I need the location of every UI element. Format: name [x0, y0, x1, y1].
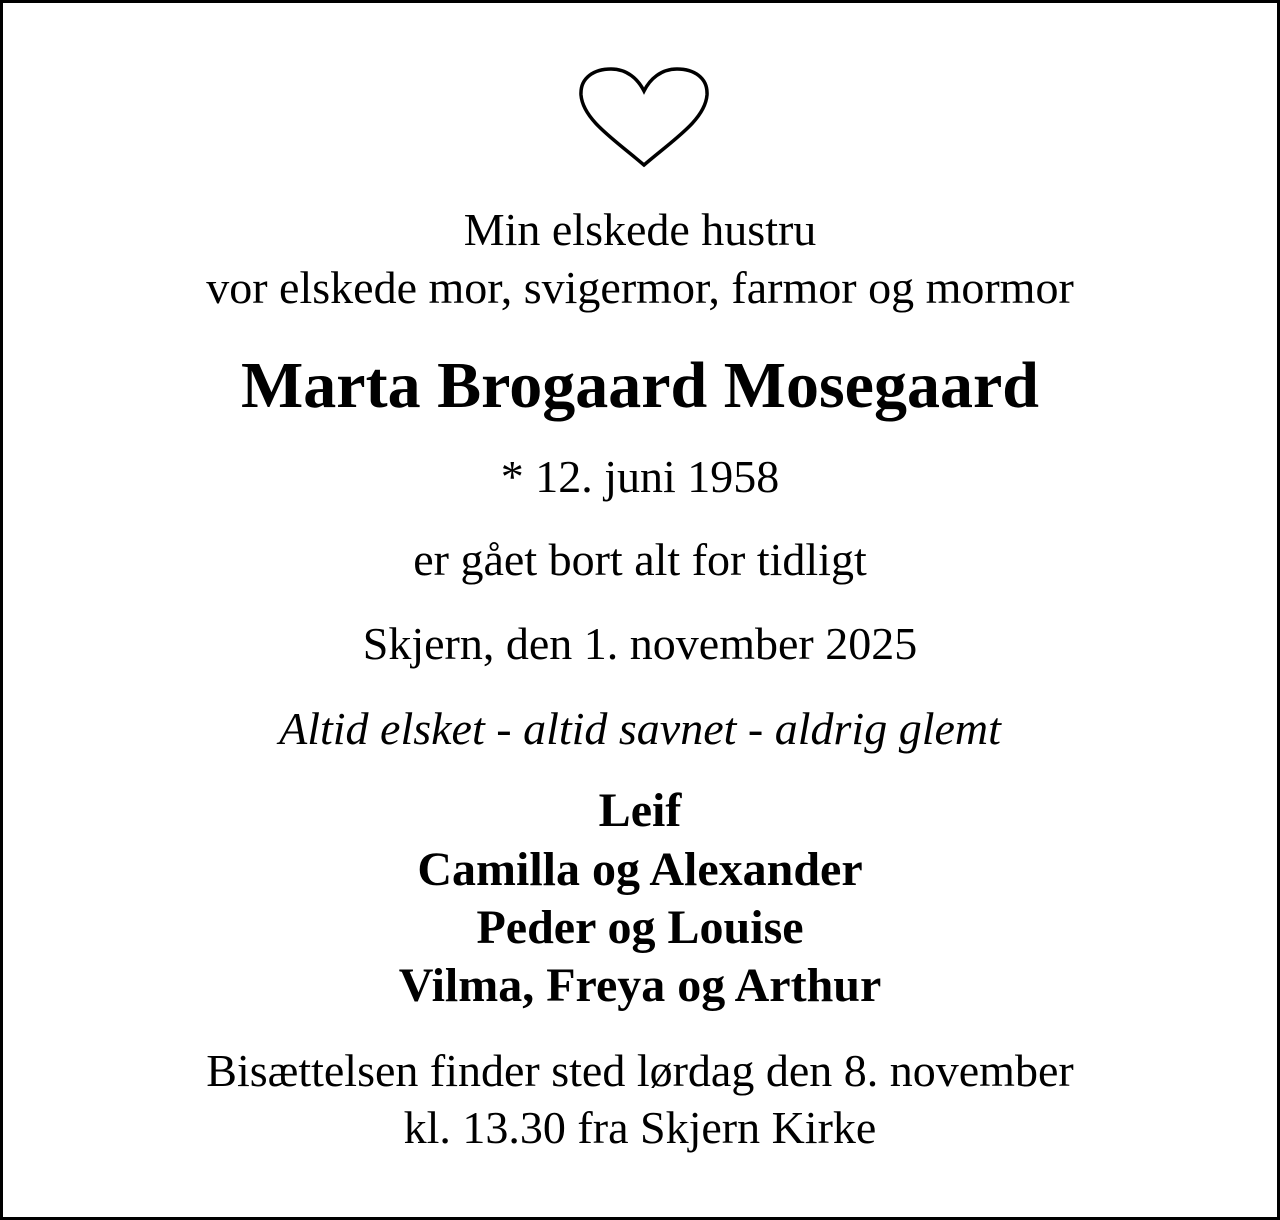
message: er gået bort alt for tidligt [413, 534, 867, 585]
deceased-name: Marta Brogaard Mosegaard [241, 349, 1039, 422]
intro-line-2: vor elskede mor, svigermor, farmor og mormor [206, 262, 1074, 313]
birth-date: * 12. juni 1958 [500, 451, 780, 502]
family-line: Camilla og Alexander [417, 843, 863, 896]
intro-line-1: Min elskede hustru [463, 204, 817, 255]
family-line: Vilma, Freya og Arthur [398, 959, 882, 1012]
funeral-line-2: kl. 13.30 fra Skjern Kirke [403, 1102, 877, 1153]
heart-icon [575, 65, 713, 173]
place-date: Skjern, den 1. november 2025 [362, 618, 918, 669]
funeral-line-1: Bisættelsen finder sted lørdag den 8. november [206, 1045, 1074, 1096]
family-line: Leif [598, 784, 682, 837]
motto: Altid elsket - altid savnet - aldrig glemt [279, 703, 1001, 754]
family-line: Peder og Louise [476, 901, 804, 954]
